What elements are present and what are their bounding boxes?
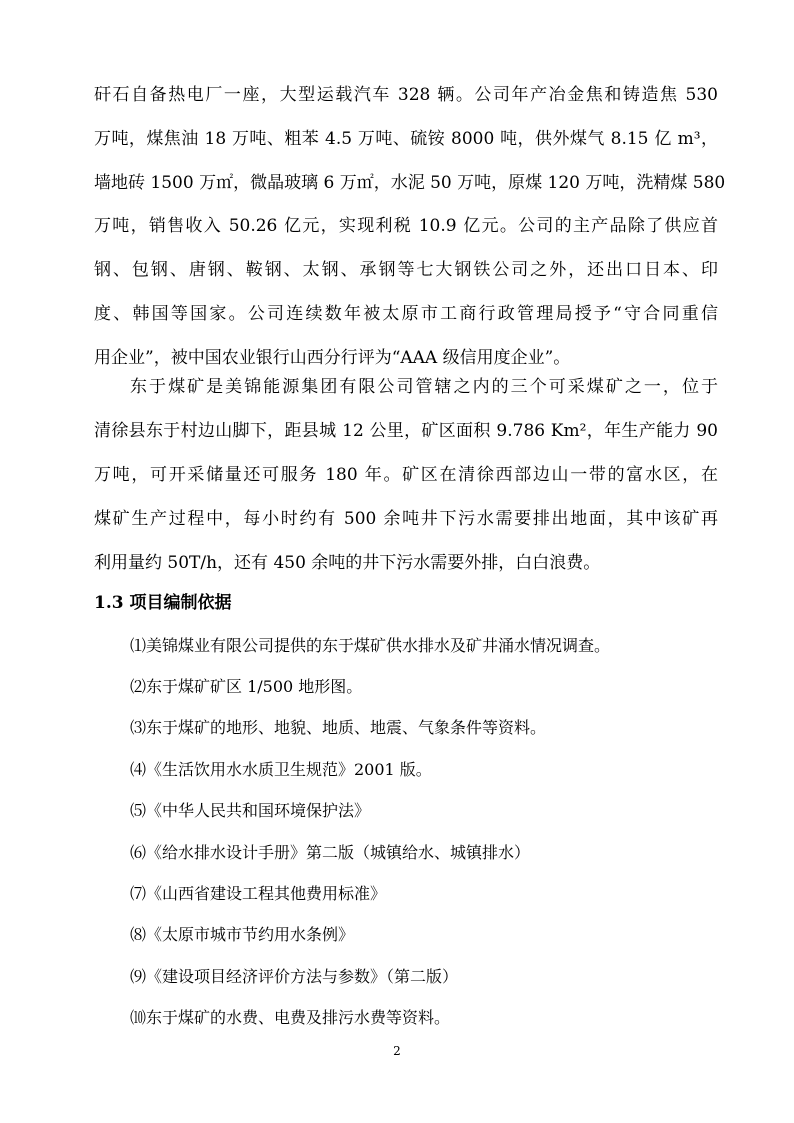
text-line: 万吨，煤焦油 18 万吨、粗苯 4.5 万吨、硫铵 8000 吨，供外煤气 8.15 亿 m³，: [94, 129, 718, 149]
text-line: 利用量约 50T/h，还有 450 余吨的井下污水需要外排，白白浪费。: [94, 553, 601, 573]
reference-item: ⑶东于煤矿的地形、地貌、地质、地震、气象条件等资料。: [130, 718, 547, 737]
text-line: 东于煤矿是美锦能源集团有限公司管辖之内的三个可采煤矿之一，位于: [130, 377, 718, 397]
text-line: 度、韩国等国家。公司连续数年被太原市工商行政管理局授予“守合同重信: [94, 304, 718, 324]
page-number: 2: [393, 1044, 401, 1058]
reference-item: ⑻《太原市城市节约用水条例》: [130, 925, 355, 944]
text-line: 用企业”，被中国农业银行山西分行评为“AAA 级信用度企业”。: [94, 348, 571, 368]
reference-item: ⑵东于煤矿矿区 1/500 地形图。: [130, 677, 363, 696]
text-line: 万吨，可开采储量还可服务 180 年。矿区在清徐西部边山一带的富水区，在: [94, 465, 718, 485]
text-line: 万吨，销售收入 50.26 亿元，实现利税 10.9 亿元。公司的主产品除了供应首: [94, 216, 718, 236]
reference-item: ⑸《中华人民共和国环境保护法》: [130, 801, 371, 820]
reference-item: ⑹《给水排水设计手册》第二版（城镇给水、城镇排水）: [130, 843, 531, 862]
text-line: 煤矿生产过程中，每小时约有 500 余吨井下污水需要排出地面，其中该矿再: [94, 509, 718, 529]
text-line: 清徐县东于村边山脚下，距县城 12 公里，矿区面积 9.786 Km²，年生产能力 90: [94, 421, 718, 441]
reference-item: ⑴美锦煤业有限公司提供的东于煤矿供水排水及矿井涌水情况调查。: [130, 636, 611, 655]
reference-item: ⑷《生活饮用水水质卫生规范》2001 版。: [130, 760, 432, 779]
text-line: 墙地砖 1500 万㎡，微晶玻璃 6 万㎡，水泥 50 万吨，原煤 120 万吨，洗精煤 580: [94, 173, 726, 193]
reference-item: ⑼《建设项目经济评价方法与参数》（第二版）: [130, 967, 459, 986]
section-heading: 1.3 项目编制依据: [94, 593, 232, 613]
reference-item: ⑺《山西省建设工程其他费用标准》: [130, 884, 387, 903]
reference-item: ⑽东于煤矿的水费、电费及排污水费等资料。: [130, 1008, 451, 1027]
text-line: 矸石自备热电厂一座，大型运载汽车 328 辆。公司年产冶金焦和铸造焦 530: [94, 85, 718, 105]
text-line: 钢、包钢、唐钢、鞍钢、太钢、承钢等七大钢铁公司之外，还出口日本、印: [94, 260, 718, 280]
